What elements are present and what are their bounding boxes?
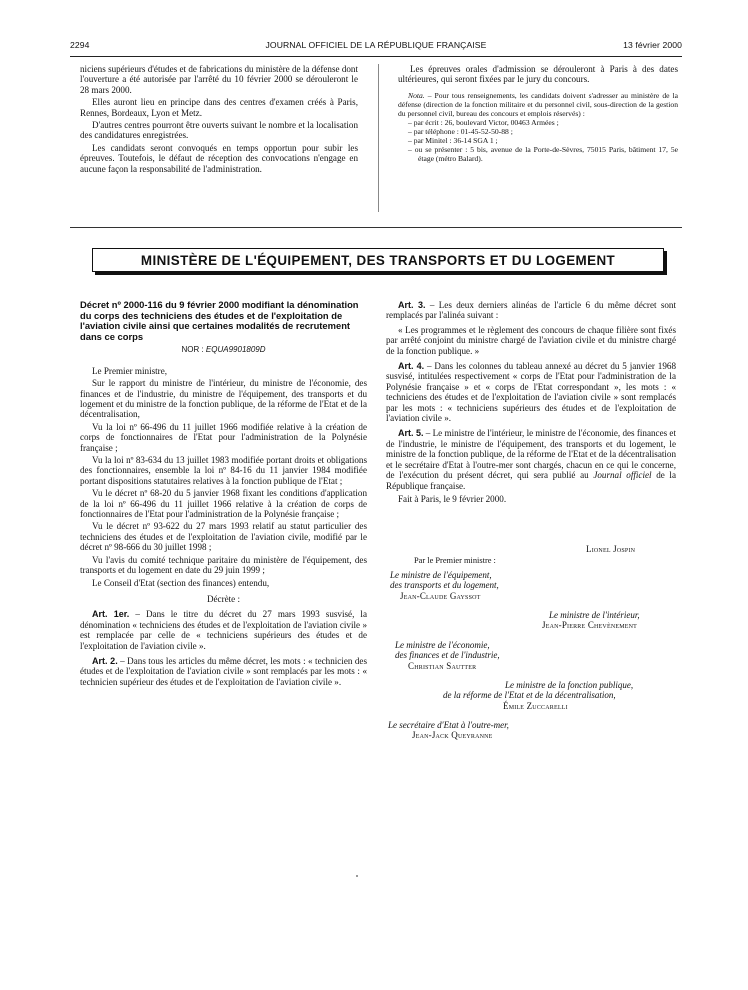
article-1 xyxy=(80,609,367,651)
visa-paragraph: Sur le rapport du ministre de l'intérieur, du ministre de l'économie, des finances et de l'industrie, du ministre de l'équipement, des transports et du logement et du ministre de la fonction publique, de la réforme de l'Etat et de la décentralisation, xyxy=(80,378,367,420)
article-5 xyxy=(386,428,676,490)
decree-title: Décret nº 2000-116 du 9 février 2000 modifiant la dénomination du corps des techniciens des études et de l'exploitation de l'aviation civile ainsi que certaines modalités de recrutement dans ce corps xyxy=(80,299,359,342)
article-label: Art. 3. xyxy=(398,300,426,310)
signatory-name: Jean-Claude Gayssot xyxy=(400,590,481,601)
list-item: – par Minitel : 36-14 SGA 1 ; xyxy=(408,135,498,145)
signature-interieur xyxy=(542,610,640,631)
signatory-name: Lionel Jospin xyxy=(586,544,636,554)
top-right-column xyxy=(398,64,678,163)
article-label: Art. 1er. xyxy=(92,609,130,620)
nota-block xyxy=(398,91,678,163)
visa-paragraph: Vu le décret nº 93-622 du 27 mars 1993 relatif au statut particulier des techniciens des études et de l'exploitation de l'aviation civile, modifié par le décret nº 98-666 du 30 juillet 1998 ; xyxy=(80,521,367,553)
column-divider xyxy=(378,64,379,212)
par-premier-ministre: Par le Premier ministre : xyxy=(414,556,496,565)
nota-paragraph xyxy=(398,91,678,118)
decrete-heading: Décrète : xyxy=(206,593,241,604)
signature-equipement xyxy=(390,570,499,601)
scan-speck xyxy=(356,875,358,877)
decree-left-column xyxy=(80,300,367,689)
signatory-title: Le ministre de l'intérieur, xyxy=(549,610,640,620)
list-item: – ou se présenter : 5 bis, avenue de la Porte-de-Sèvres, 75015 Paris, bâtiment 17, 5e étage (métro Balard). xyxy=(408,144,678,163)
signature-outre-mer xyxy=(388,720,509,741)
article-label: Art. 5. xyxy=(398,428,424,439)
header-rule xyxy=(70,56,682,57)
article-2 xyxy=(80,656,367,687)
visa-paragraph: Vu l'avis du comité technique paritaire du ministère de l'équipement, des transports et du logement en date du 29 juin 1999 ; xyxy=(80,554,367,576)
visa-paragraph: Vu la loi nº 83-634 du 13 juillet 1983 modifiée portant droits et obligations des fonctionnaires, ensemble la loi nº 84-16 du 11 janvier 1984 modifiée portant dispositions statutaires relatives à la fonction publique de l'Etat ; xyxy=(80,455,367,486)
signatory-title: Le ministre de l'économie, xyxy=(395,640,490,650)
visa-paragraph: Le Premier ministre, xyxy=(92,365,168,376)
signatory-title: Le ministre de la fonction publique, xyxy=(505,680,634,690)
signatory-name: Christian Sautter xyxy=(408,660,477,671)
journal-reference: Journal officiel xyxy=(593,470,652,481)
list-item: – par écrit : 26, boulevard Victor, 00463 Armées ; xyxy=(408,117,559,127)
signature-pm xyxy=(586,544,635,554)
signatory-title: Le ministre de l'équipement, xyxy=(390,570,492,580)
signatory-name: Jean-Jack Queyranne xyxy=(412,730,493,741)
visa-paragraph: Vu la loi nº 66-496 du 11 juillet 1966 modifiée relative à la création de corps de fonctionnaires de l'Etat pour l'administration de la Polynésie française ; xyxy=(80,421,367,453)
signatory-name: Jean-Pierre Chevènement xyxy=(542,620,638,631)
paragraph: niciens supérieurs d'études et de fabrications du ministère de la défense dont l'ouverture a été autorisée par l'arrêté du 10 février 2000 se dérouleront le 28 mars 2000. xyxy=(80,64,358,95)
article-text: – Le ministre de l'intérieur, le ministre de l'économie, des finances et de l'industrie, le ministre de l'équipement, des transports et du logement, le ministre de la fonction publique, de la réforme de l'Etat et de la décentralisation et le secrétaire d'Etat à l'outre-mer sont chargés, chacun en ce qui le concerne, de l'exécution du présent décret, qui sera publié au xyxy=(386,428,676,481)
issue-date: 13 février 2000 xyxy=(623,40,682,50)
list-item: – par téléphone : 01-45-52-50-88 ; xyxy=(408,126,513,136)
article-text: – Dans tous les articles du même décret, les mots : « technicien des études et de l'exploitation de l'aviation civile » sont remplacés par les mots : « technicien supérieur des études et de l'exploitation de l'aviation civile ». xyxy=(80,655,367,687)
section-rule xyxy=(70,227,682,228)
signatory-title: Le secrétaire d'Etat à l'outre-mer, xyxy=(388,720,509,730)
paragraph: Les épreuves orales d'admission se dérouleront à Paris à des dates ultérieures, qui seront fixées par le jury du concours. xyxy=(398,64,678,85)
paragraph: Les candidats seront convoqués en temps opportun pour subir les épreuves. Toutefois, le défaut de réception des convocations n'engage en aucune façon la responsabilité de l'administration. xyxy=(80,142,358,174)
nota-text: – Pour tous renseignements, les candidats doivent s'adresser au ministère de la défense (direction de la fonction militaire et du personnel civil, sous-direction de la gestion du personnel civil, bureau des concours et emplois réservés) : xyxy=(398,90,678,118)
signatory-title: de la réforme de l'Etat et de la décentralisation, xyxy=(443,690,616,701)
signatory-title: des transports et du logement, xyxy=(390,580,499,591)
article-text: – Dans le titre du décret du 27 mars 1993 susvisé, la dénomination « techniciens des études et de l'exploitation de l'aviation civile » est remplacée par celle de « techniciens supérieurs des études et de l'exploitation de l'aviation civile ». xyxy=(80,609,367,651)
top-left-column xyxy=(80,64,358,176)
nor-label: NOR : xyxy=(181,345,206,355)
nor-reference xyxy=(80,345,367,355)
page-number: 2294 xyxy=(70,40,90,50)
article-text-end: de la République française. xyxy=(386,470,676,491)
signatory-name: Émile Zuccarelli xyxy=(503,700,568,711)
signature-economie xyxy=(395,640,500,671)
nor-code: EQUA9901809D xyxy=(205,345,266,355)
nota-label: Nota. xyxy=(408,90,425,100)
article-label: Art. 2. xyxy=(92,655,118,666)
article-3 xyxy=(386,300,676,321)
signing-place-date: Fait à Paris, le 9 février 2000. xyxy=(398,493,507,504)
article-label: Art. 4. xyxy=(398,361,425,372)
article-4 xyxy=(386,361,676,423)
article-3-quote: « Les programmes et le règlement des concours de chaque filière sont fixés par arrêté conjoint du ministre chargé de l'aviation civile et du ministre chargé de la fonction publique. » xyxy=(386,324,676,356)
article-text: – Les deux derniers alinéas de l'article 6 du même décret sont remplacés par l'alinéa suivant : xyxy=(386,300,676,321)
signatory-title: des finances et de l'industrie, xyxy=(395,650,500,661)
article-text: – Dans les colonnes du tableau annexé au décret du 5 janvier 1968 susvisé, intitulées respectivement « corps de l'Etat pour l'administration de la Polynésie française » et « corps de l'Etat correspondant », les mots : « techniciens des études et de l'exploitation de l'aviation civile » sont remplacés par les mots : « techniciens supérieurs des études et de l'exploitation de l'aviation civile ». xyxy=(386,361,676,424)
paragraph: Elles auront lieu en principe dans des centres d'examen créés à Paris, Rennes, Bordeaux, Lyon et Metz. xyxy=(80,97,358,118)
contact-list xyxy=(398,118,678,163)
signature-fonction-publique xyxy=(443,680,675,711)
page-header xyxy=(70,40,682,54)
decree-right-column xyxy=(386,300,676,506)
visa-paragraph: Vu le décret nº 68-20 du 5 janvier 1968 fixant les conditions d'application de la loi nº 66-496 du 11 juillet 1966 relative à la création de corps de fonctionnaires de l'Etat pour l'administration de la Polynésie française ; xyxy=(80,488,367,520)
ministry-heading: MINISTÈRE DE L'ÉQUIPEMENT, DES TRANSPORTS ET DU LOGEMENT xyxy=(92,248,664,272)
paragraph: D'autres centres pourront être ouverts suivant le nombre et la localisation des candidatures enregistrées. xyxy=(80,120,358,141)
journal-title: JOURNAL OFFICIEL DE LA RÉPUBLIQUE FRANÇAISE xyxy=(265,40,487,50)
visa-paragraph: Le Conseil d'Etat (section des finances) entendu, xyxy=(92,577,270,588)
